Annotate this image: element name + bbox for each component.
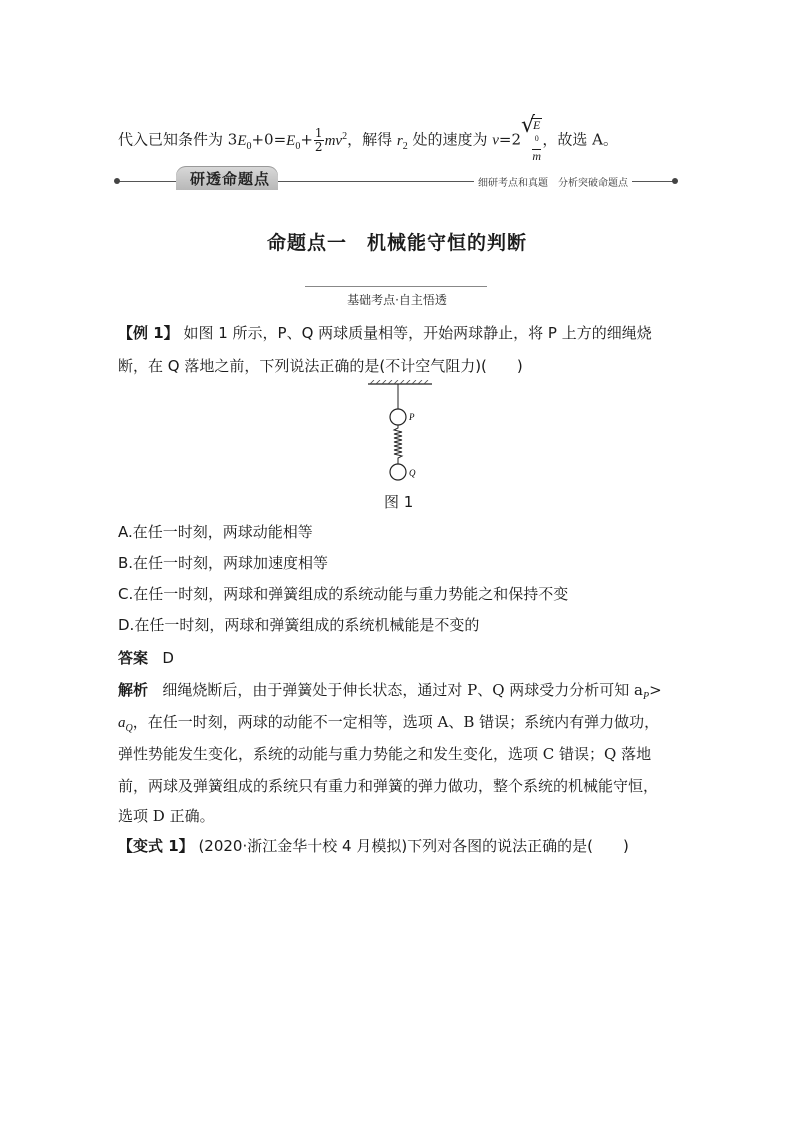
intro-text-1: 代入已知条件为 3 xyxy=(118,130,238,149)
figure-caption: 图 1 xyxy=(384,493,414,511)
spring xyxy=(394,425,402,464)
example-label: 【例 1】 xyxy=(118,324,179,342)
e0-symbol-2: $E_0$ xyxy=(286,132,301,152)
analysis-gt: > xyxy=(649,681,662,699)
analysis-line-5: 选项 D 正确。 xyxy=(118,807,215,825)
label-p: P xyxy=(409,412,415,422)
banner-subtitle: 细研考点和真题 分析突破命题点 xyxy=(474,174,632,189)
banner-dot-right xyxy=(672,178,678,184)
intro-text-2: +0= xyxy=(251,130,287,149)
answer-line xyxy=(118,648,174,668)
banner-dot-left xyxy=(114,178,120,184)
intro-line xyxy=(118,113,618,163)
intro-text-6: =2 xyxy=(498,130,522,149)
variant-line xyxy=(118,836,629,856)
analysis-label: 解析 xyxy=(118,681,149,699)
option-c: C.在任一时刻，两球和弹簧组成的系统动能与重力势能之和保持不变 xyxy=(118,585,569,603)
variant-text: (2020·浙江金华十校 4 月模拟)下列对各图的说法正确的是( ) xyxy=(193,837,629,855)
analysis-sub-p: P xyxy=(642,691,650,702)
ball-p xyxy=(390,409,406,425)
option-a: A.在任一时刻，两球动能相等 xyxy=(118,523,313,541)
figure-spring-balls xyxy=(360,380,440,486)
analysis-line-1 xyxy=(118,680,662,707)
example-text-2: 断，在 Q 落地之前，下列说法正确的是(不计空气阻力)( ) xyxy=(118,357,523,375)
section-subtitle: 基础考点·自主悟透 xyxy=(347,293,447,307)
option-d: D.在任一时刻，两球和弹簧组成的系统机械能是不变的 xyxy=(118,616,480,634)
mv-squared: $mv^2$ xyxy=(324,130,348,149)
analysis-sub-q: Q xyxy=(125,723,133,734)
analysis-text-2: ，在任一时刻，两球的动能不一定相等，选项 A、B 错误；系统内有弹力做功， xyxy=(132,713,660,731)
answer-label: 答案 xyxy=(118,649,149,667)
option-b: B.在任一时刻，两球加速度相等 xyxy=(118,554,329,572)
analysis-text-1: 细绳烧断后，由于弹簧处于伸长状态，通过对 P、Q 两球受力分析可知 a xyxy=(162,681,643,699)
variant-label: 【变式 1】 xyxy=(118,837,194,855)
example-line-2 xyxy=(118,356,523,376)
label-q: Q xyxy=(409,468,416,478)
e0-symbol: $E_0$ xyxy=(237,132,252,152)
fraction-half: $\frac{1}{2}$ xyxy=(314,126,323,154)
analysis-line-2 xyxy=(118,712,659,739)
intro-text-7: ，故选 A。 xyxy=(542,130,618,149)
analysis-line-4: 前，两球及弹簧组成的系统只有重力和弹簧的弹力做功，整个系统的机械能守恒， xyxy=(118,777,659,795)
subtitle-rule xyxy=(305,286,487,287)
intro-text-5: 处的速度为 xyxy=(407,130,493,149)
analysis-line-3: 弹性势能发生变化，系统的动能与重力势能之和发生变化，选项 C 错误；Q 落地 xyxy=(118,745,652,763)
ceiling-hatch xyxy=(370,380,428,384)
example-line-1 xyxy=(118,323,652,343)
r2-symbol: $r_2$ xyxy=(396,132,408,152)
example-text-1: 如图 1 所示，P、Q 两球质量相等，开始两球静止，将 P 上方的细绳烧 xyxy=(178,324,652,342)
ball-q xyxy=(390,464,406,480)
answer-value: D xyxy=(162,649,174,667)
intro-text-4: ，解得 xyxy=(347,130,397,149)
banner-title: 研透命题点 xyxy=(190,170,271,188)
section-title: 命题点一 机械能守恒的判断 xyxy=(266,232,527,254)
v-symbol: v xyxy=(492,132,499,149)
analysis-a-symbol: a xyxy=(118,715,126,731)
sqrt-expression: √ E $^0$ m xyxy=(521,113,542,163)
intro-text-3: + xyxy=(300,130,313,149)
